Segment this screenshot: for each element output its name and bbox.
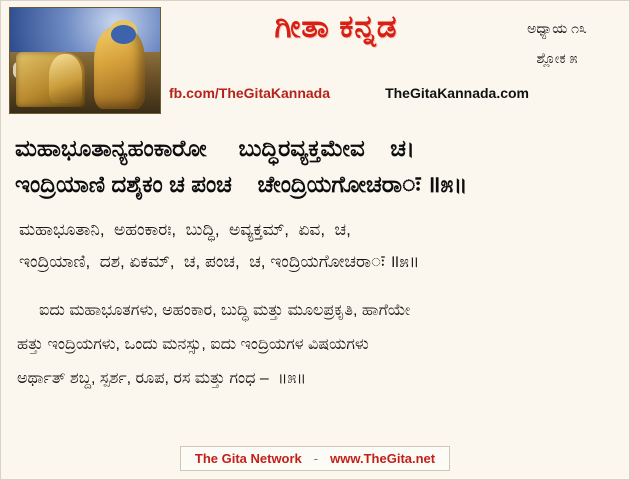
website-link[interactable]: TheGitaKannada.com — [385, 85, 529, 101]
kannada-translation — [17, 294, 613, 396]
footer-network-name: The Gita Network — [194, 451, 302, 466]
translation-line: ಅರ್ಥಾತ್ ಶಬ್ದ, ಸ್ಪರ್ಶ, ರೂಪ, ರಸ ಮತ್ತು ಗಂಧ – ॥೫॥ — [17, 370, 307, 387]
anvaya-line: ಮಹಾಭೂತಾನಿ, ಅಹಂಕಾರಃ, ಬುದ್ಧಿ, ಅವ್ಯಕ್ತಮ್, ಏವ, ಚ, — [19, 220, 351, 239]
shloka-line: ಮಹಾಭೂತಾನ್ಯಹಂಕಾರೋ ಬುದ್ಧಿರವ್ಯಕ್ತಮೇವ ಚ। — [15, 135, 415, 161]
links-row — [169, 85, 529, 101]
footer-credit — [180, 446, 450, 471]
chapter-number: ಅಧ್ಯಾಯ ೧೩ — [527, 20, 587, 36]
sanskrit-shloka — [15, 130, 615, 202]
page-title: ಗೀತಾ ಕನ್ನಡ — [274, 9, 398, 44]
verse-number: ಶ್ಲೋಕ ೫ — [536, 50, 578, 66]
page-header — [1, 1, 629, 119]
anvaya-word-split — [19, 214, 611, 278]
anvaya-line: ಇಂದ್ರಿಯಾಣಿ, ದಶ, ಏಕಮ್, ಚ, ಪಂಚ, ಚ, ಇಂದ್ರಿಯಗೋಚರಾः ॥೫॥ — [19, 252, 420, 271]
footer-separator: - — [313, 451, 319, 466]
shloka-line: ಇಂದ್ರಿಯಾಣಿ ದಶೈಕಂ ಚ ಪಂಚ ಚೇಂದ್ರಿಯಗೋಚರಾः ॥೫॥ — [15, 171, 468, 197]
illustration-arjuna — [49, 54, 82, 102]
krishna-arjuna-chariot-illustration — [9, 7, 161, 114]
chapter-verse-info — [497, 13, 617, 73]
header-divider — [17, 123, 613, 124]
illustration-krishna-head — [111, 25, 137, 44]
footer-website-link[interactable]: www.TheGita.net — [330, 451, 436, 466]
translation-line: ಐದು ಮಹಾಭೂತಗಳು, ಅಹಂಕಾರ, ಬುದ್ಧಿ ಮತ್ತು ಮೂಲಪ್ರಕೃತಿ, ಹಾಗೆಯೇ — [39, 302, 411, 319]
page-footer — [1, 446, 629, 471]
translation-line: ಹತ್ತು ಇಂದ್ರಿಯಗಳು, ಒಂದು ಮನಸ್ಸು, ಐದು ಇಂದ್ರಿಯಗಳ ವಿಷಯಗಳು — [17, 336, 369, 353]
facebook-link[interactable]: fb.com/TheGitaKannada — [169, 85, 331, 101]
